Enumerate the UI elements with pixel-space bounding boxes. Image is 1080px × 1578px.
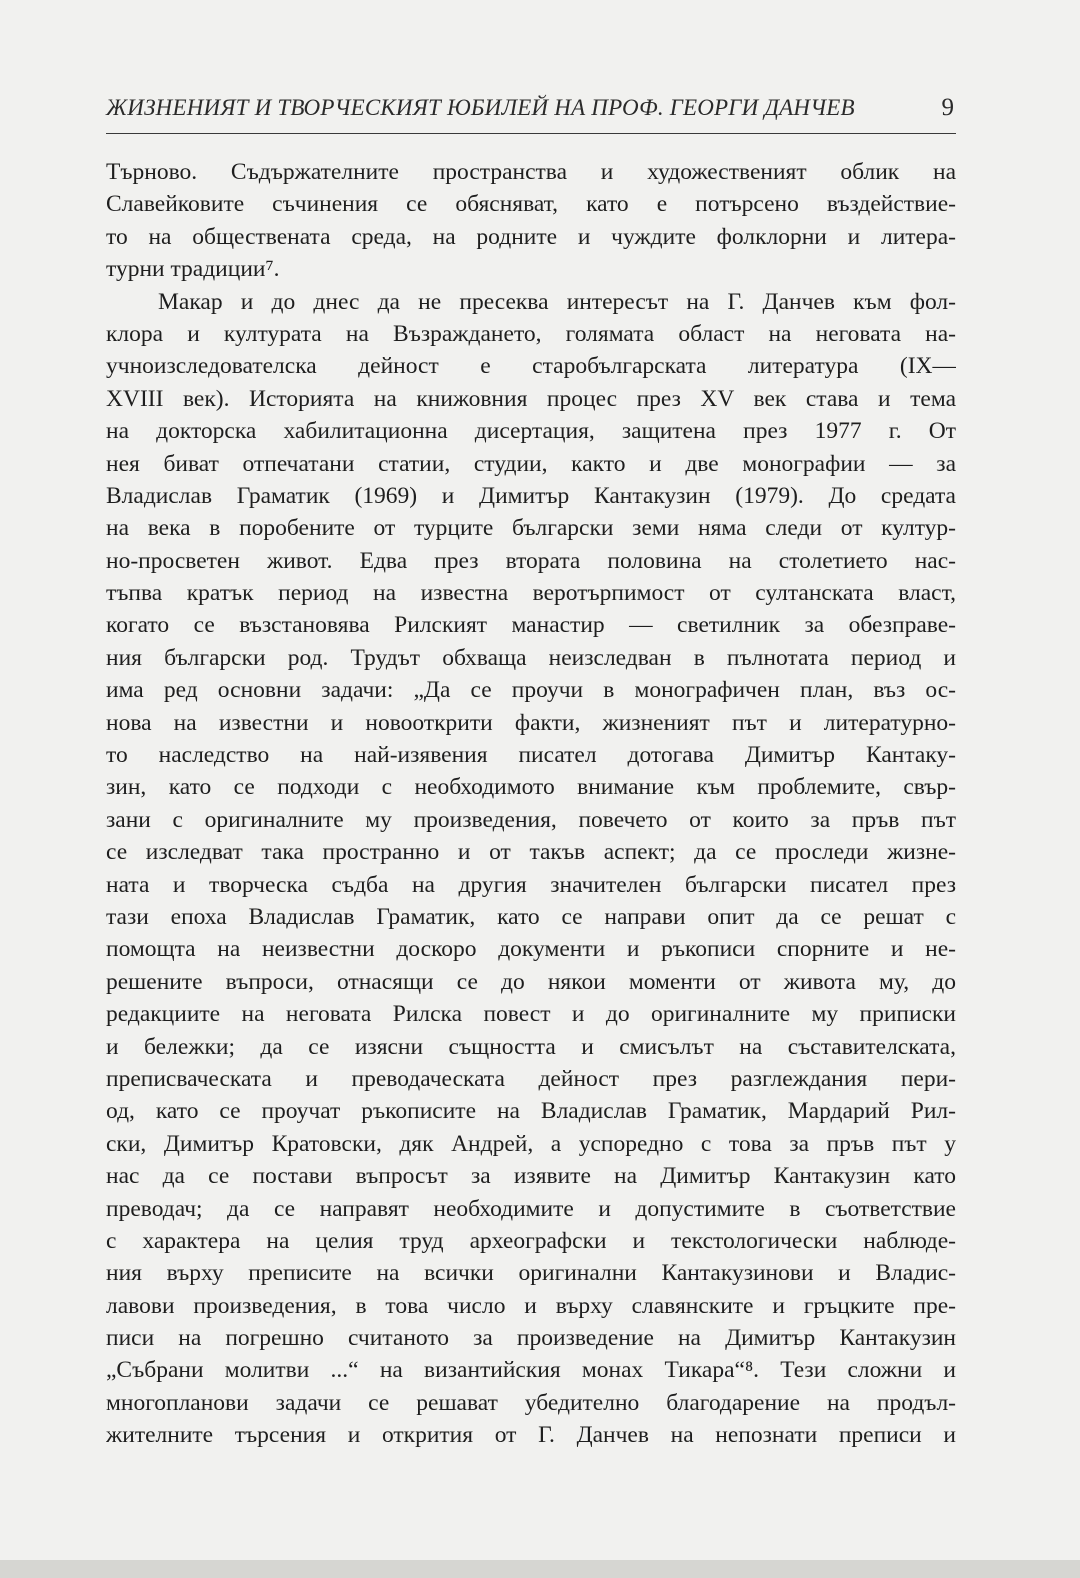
running-header	[106, 93, 956, 134]
page-number: 9	[941, 94, 954, 121]
text-line: ния български род. Трудът обхваща неизследван в пълнотата период и	[106, 644, 956, 671]
text-line: тази епоха Владислав Граматик, като се направи опит да се решат с	[106, 903, 956, 930]
text-line: то на обществената среда, на родните и чуждите фолклорни и литера-	[106, 223, 956, 250]
text-line: преводач; да се направят необходимите и допустимите в съответствие	[106, 1195, 956, 1222]
text-line: има ред основни задачи: „Да се проучи в монографичен план, въз ос-	[106, 677, 956, 704]
text-line: тъпва кратък период на известна веротърпимост от султанската власт,	[106, 580, 956, 607]
text-line: когато се възстановява Рилският манастир — светилник за обезправе-	[106, 612, 956, 639]
text-line: преписваческата и преводаческата дейност през разглеждания пери-	[106, 1065, 956, 1092]
text-line: Славейковите съчинения се обясняват, като е потърсено въздействие-	[106, 191, 956, 218]
text-line: Владислав Граматик (1969) и Димитър Кантакузин (1979). До средата	[106, 482, 956, 509]
text-line: многопланови задачи се решават убедително благодарение на продъл-	[106, 1389, 956, 1416]
text-line: на века в поробените от турците български земи няма следи от култур-	[106, 515, 956, 542]
scan-edge	[0, 1560, 1080, 1578]
text-line: лавови произведения, в това число и върху славянските и гръцките пре-	[106, 1292, 956, 1319]
text-line: но-просветен живот. Едва през втората половина на столетието нас-	[106, 547, 956, 574]
text-line: ски, Димитър Кратовски, дяк Андрей, а успоредно с това за пръв път у	[106, 1130, 956, 1157]
text-line: Макар и до днес да не пресеква интересът на Г. Данчев към фол-	[158, 288, 956, 315]
text-line: нея биват отпечатани статии, студии, както и две монографии — за	[106, 450, 956, 477]
running-title: ЖИЗНЕНИЯТ И ТВОРЧЕСКИЯТ ЮБИЛЕЙ НА ПРОФ. ГЕОРГИ ДАНЧЕВ	[106, 95, 855, 120]
text-line: XVIII век). Историята на книжовния процес през XV век става и тема	[106, 385, 956, 412]
text-line: ния върху преписите на всички оригинални Кантакузинови и Владис-	[106, 1260, 956, 1287]
text-line: зин, като се подходи с необходимото внимание към проблемите, свър-	[106, 774, 956, 801]
text-line: учноизследователска дейност е старобългарската литература (IX—	[106, 353, 956, 380]
text-line: нас да се постави въпросът за изявите на Димитър Кантакузин като	[106, 1163, 956, 1190]
text-line: решените въпроси, отнасящи се до някои моменти от живота му, до	[106, 968, 956, 995]
text-line: и бележки; да се изясни същността и смисълът на съставителската,	[106, 1033, 956, 1060]
text-line: клора и културата на Възраждането, голямата област на неговата на-	[106, 320, 956, 347]
text-line: с характера на целия труд археографски и текстологически наблюде-	[106, 1227, 956, 1254]
text-line: ната и творческа съдба на другия значителен български писател през	[106, 871, 956, 898]
text-line: нова на известни и новооткрити факти, жизненият път и литературно-	[106, 709, 956, 736]
text-line: Търново. Съдържателните пространства и художественият облик на	[106, 159, 956, 185]
text-line: редакциите на неговата Рилска повест и до оригиналните му приписки	[106, 1001, 956, 1028]
text-line: зани с оригиналните му произведения, повечето от които за пръв път	[106, 806, 956, 833]
text-line: на докторска хабилитационна дисертация, защитена през 1977 г. От	[106, 418, 956, 445]
text-line: „Събрани молитви ...“ на византийския монах Тикара“⁸. Тези сложни и	[106, 1357, 956, 1384]
text-line: помощта на неизвестни доскоро документи и ръкописи спорните и не-	[106, 936, 956, 963]
text-line: турни традиции⁷.	[106, 256, 280, 283]
text-line: то наследство на най-изявения писател дотогава Димитър Кантаку-	[106, 742, 956, 769]
text-line: писи на погрешно считаното за произведение на Димитър Кантакузин	[106, 1325, 956, 1352]
body-text	[106, 156, 956, 1452]
text-line: се изследват така пространно и от такъв аспект; да се проследи жизне-	[106, 839, 956, 866]
text-line: жителните търсения и открития от Г. Данчев на непознати преписи и	[106, 1422, 956, 1449]
text-line: од, като се проучат ръкописите на Владислав Граматик, Мардарий Рил-	[106, 1098, 956, 1125]
